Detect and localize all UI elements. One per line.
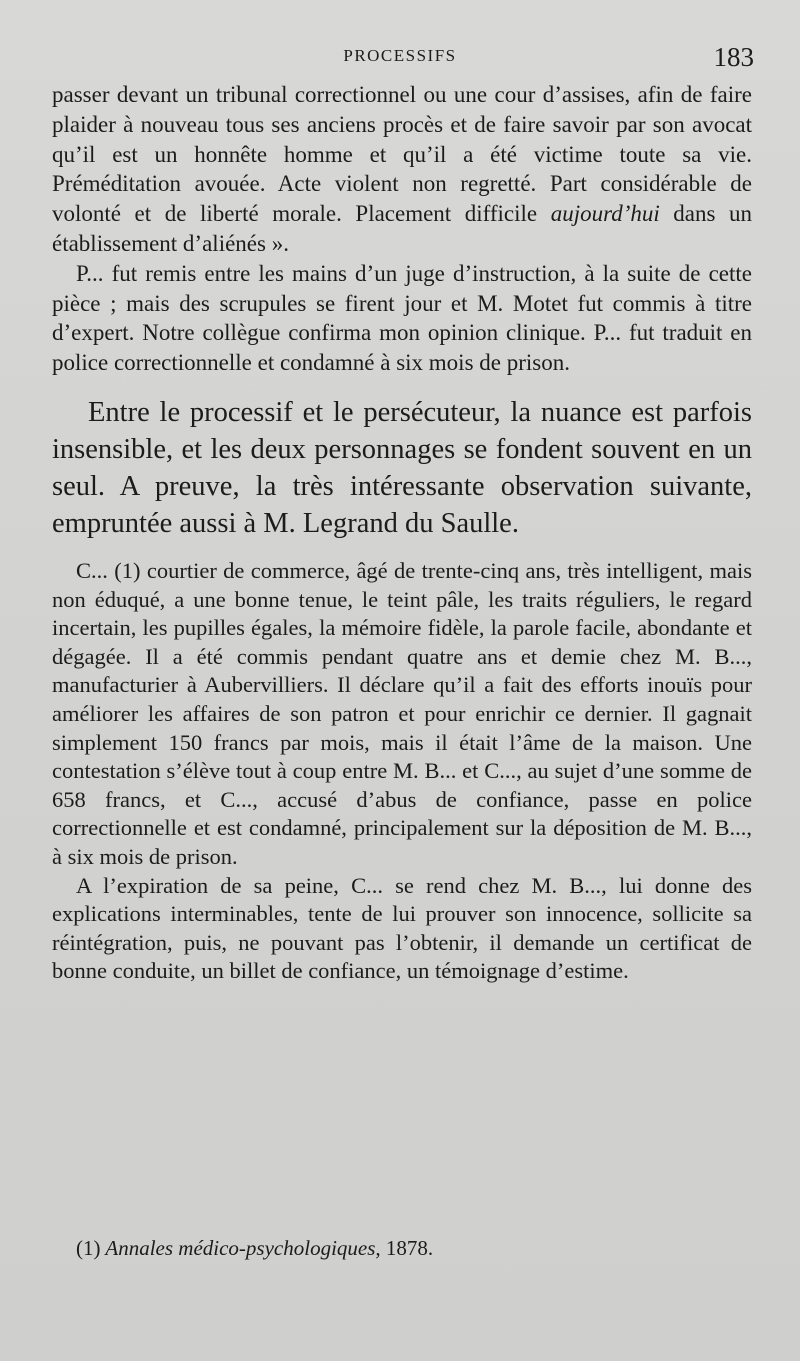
footnote-year: 1878. xyxy=(385,1236,434,1260)
italic-word: aujourd’hui xyxy=(550,201,660,227)
running-title: PROCESSIFS xyxy=(343,46,457,65)
paragraph-continued xyxy=(52,80,752,259)
paragraph-large-commentary: Entre le processif et le persécuteur, la nuance est parfois insensible, et les deux personnages se fondent souvent en un seul. A preuve, la très intéressante observation suivante, empruntée aussi à M. Legrand du Saulle. xyxy=(52,396,752,539)
paragraph-observation-c: C... (1) courtier de commerce, âgé de trente-cinq ans, très intelligent, mais non éduqué, a une bonne tenue, le teint pâle, les traits réguliers, le regard incertain, les pupilles égales, la mémoire fidèle, la parole facile, abondante et dégagée. Il a été commis pendant quatre ans et demie chez M. B..., manufacturier à Aubervilliers. Il déclare qu’il a fait des efforts inouïs pour améliorer les affaires de son patron et pour enrichir ce dernier. Il gagnait simplement 150 francs par mois, mais il était l’âme de la maison. Une contestation s’élève tout à coup entre M. B... et C..., au sujet d’une somme de 658 francs, et C..., accusé d’abus de confiance, passe en police correctionnelle et est condamné, principalement sur la déposition de M. B..., à six mois de prison. xyxy=(52,557,752,869)
body-text xyxy=(52,80,752,986)
continued-quotation xyxy=(52,80,752,378)
paragraph-observation-c-continued: A l’expiration de sa peine, C... se rend chez M. B..., lui donne des explications interminables, tente de lui prouver son innocence, sollicite sa réintégration, puis, ne pouvant pas l’obtenir, il demande un certificat de bonne conduite, un billet de confiance, un témoignage d’estime. xyxy=(52,872,752,984)
footnote-marker: (1) xyxy=(76,1236,101,1260)
footnote-source: Annales médico-psychologiques, xyxy=(105,1236,381,1260)
paragraph-p-outcome: P... fut remis entre les mains d’un juge d’instruction, à la suite de cette pièce ; mais des scrupules se firent jour et M. Motet fut commis à titre d’expert. Notre collègue confirma mon opinion clinique. P... fut traduit en police correctionnelle et condamné à six mois de prison. xyxy=(52,260,752,376)
footnote xyxy=(76,1236,433,1261)
page-header xyxy=(0,42,800,76)
paragraph-text-end: dans un établissement d’aliénés ». xyxy=(52,201,753,256)
page-number: 183 xyxy=(713,42,754,72)
paragraph-text: passer devant un tribunal correctionnel ou une cour d’assises, afin de faire plaider à nouveau tous ses anciens procès et de faire savoir par son avocat qu’il est un honnête homme et qu’il a été victime toute sa vie. Préméditation avouée. Acte violent non regretté. Part considérable de volonté et de liberté morale. Placement difficile xyxy=(52,82,752,227)
